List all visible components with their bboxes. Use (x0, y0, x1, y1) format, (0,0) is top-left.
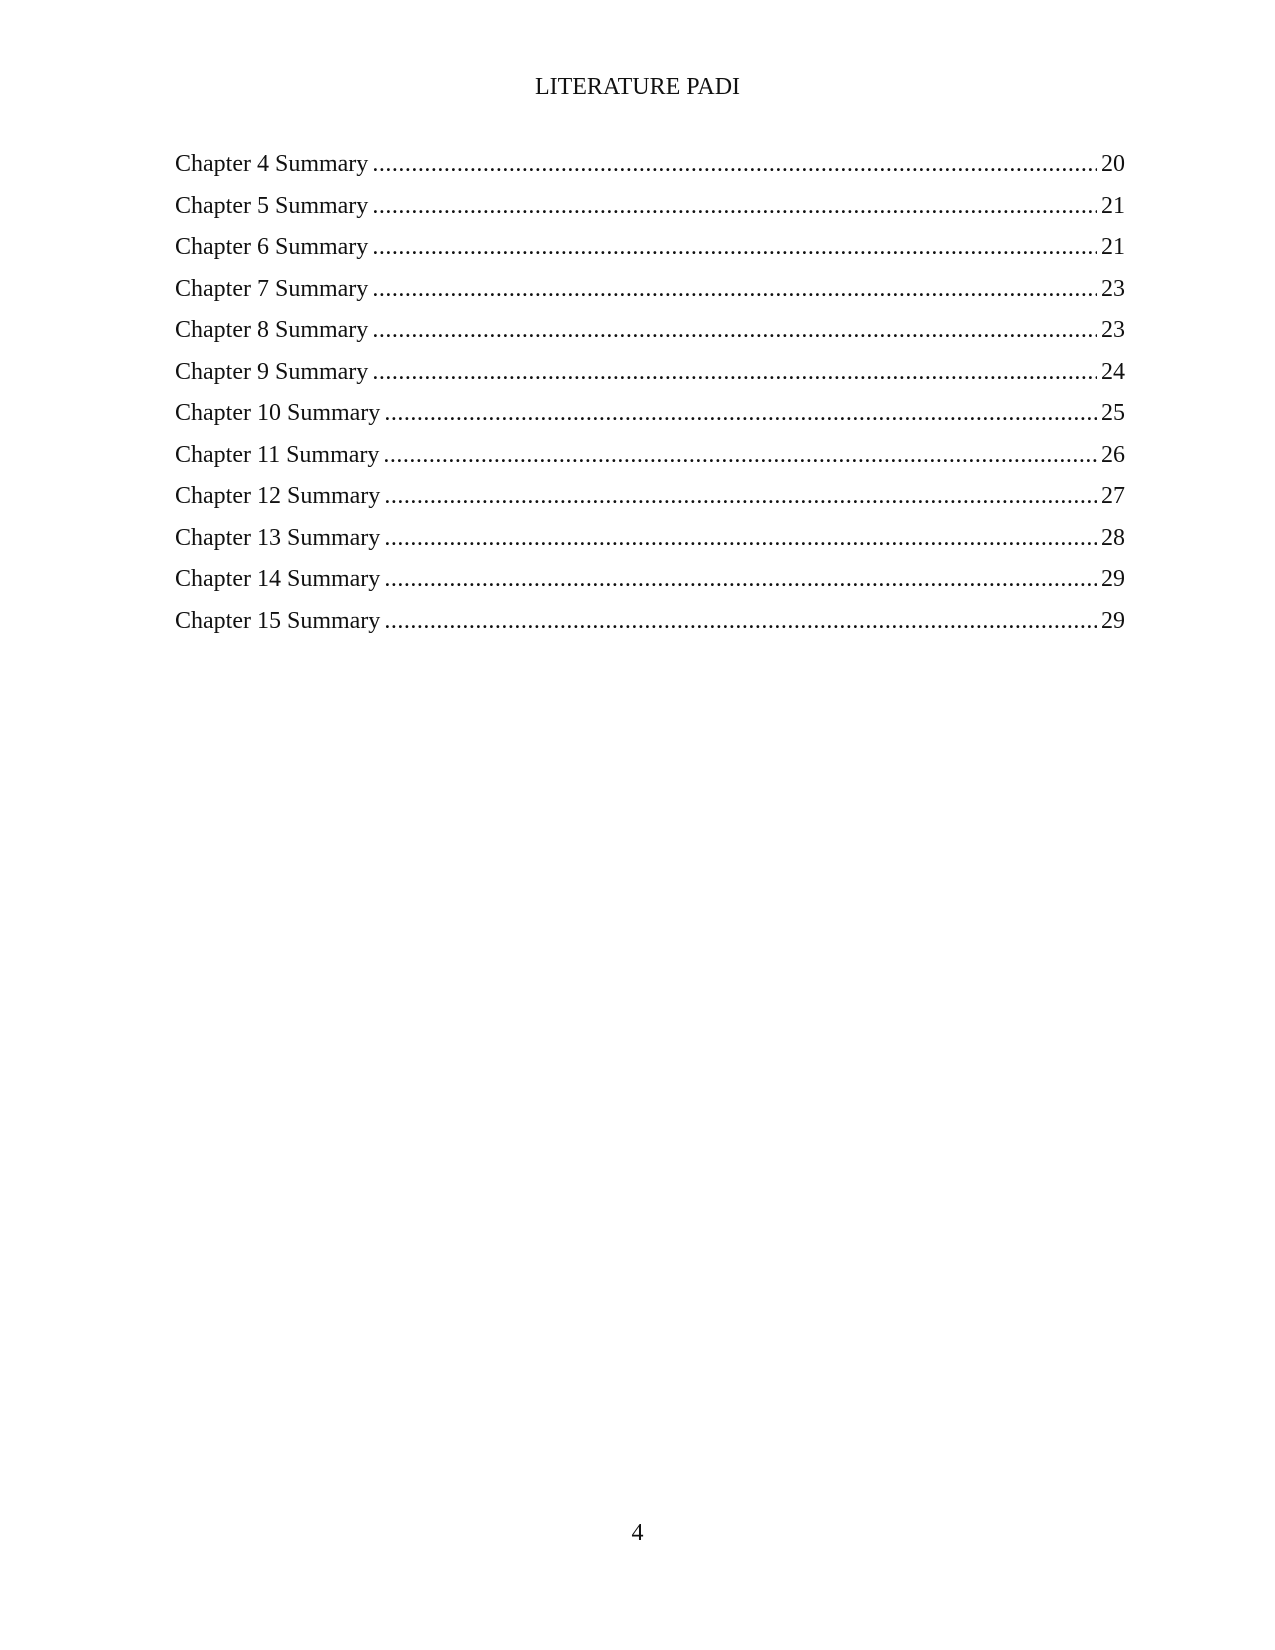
toc-entry[interactable] (175, 440, 1125, 482)
toc-dot-leader (384, 523, 1097, 553)
toc-entry[interactable] (175, 357, 1125, 399)
toc-entry[interactable] (175, 274, 1125, 316)
toc-entry-page: 26 (1101, 441, 1125, 468)
toc-entry[interactable] (175, 606, 1125, 648)
toc-entry-page: 24 (1101, 358, 1125, 385)
toc-entry[interactable] (175, 481, 1125, 523)
toc-entry-page: 21 (1101, 192, 1125, 219)
toc-dot-leader (372, 149, 1097, 179)
toc-entry[interactable] (175, 564, 1125, 606)
toc-dot-leader (384, 564, 1097, 594)
toc-entry-title: Chapter 6 Summary (175, 234, 369, 260)
toc-entry-title: Chapter 5 Summary (175, 192, 369, 219)
toc-entry-page: 27 (1101, 483, 1125, 509)
toc-entry[interactable] (175, 191, 1125, 233)
toc-entry-title: Chapter 10 Summary (175, 400, 381, 426)
toc-entry[interactable] (175, 315, 1125, 357)
toc-entry-title: Chapter 7 Summary (175, 275, 369, 302)
toc-entry[interactable] (175, 398, 1125, 440)
toc-entry-page: 25 (1101, 400, 1125, 426)
page-number: 4 (631, 1520, 644, 1546)
toc-entry-title: Chapter 11 Summary (175, 441, 380, 468)
toc-entry-title: Chapter 13 Summary (175, 524, 381, 551)
toc-entry-title: Chapter 8 Summary (175, 317, 369, 343)
toc-entry[interactable] (175, 232, 1125, 274)
toc-dot-leader (384, 398, 1097, 428)
toc-entry-title: Chapter 12 Summary (175, 483, 381, 509)
toc-dot-leader (372, 274, 1097, 304)
toc-entry-title: Chapter 14 Summary (175, 566, 381, 592)
toc-dot-leader (372, 315, 1097, 345)
toc-dot-leader (372, 357, 1097, 387)
toc-entry-page: 28 (1101, 524, 1125, 551)
toc-entry-title: Chapter 4 Summary (175, 151, 369, 177)
toc-entry[interactable] (175, 149, 1125, 191)
toc-dot-leader (384, 606, 1097, 636)
toc-dot-leader (372, 191, 1097, 221)
toc-entry-page: 29 (1101, 607, 1125, 634)
toc-entry-title: Chapter 15 Summary (175, 607, 381, 634)
toc-entry-page: 23 (1101, 317, 1125, 343)
toc-entry[interactable] (175, 523, 1125, 565)
toc-dot-leader (383, 440, 1097, 470)
toc-entry-page: 29 (1101, 566, 1125, 592)
table-of-contents (175, 149, 1125, 647)
toc-entry-page: 21 (1101, 234, 1125, 260)
toc-entry-title: Chapter 9 Summary (175, 358, 369, 385)
toc-dot-leader (372, 232, 1097, 262)
toc-entry-page: 23 (1101, 275, 1125, 302)
running-header: LITERATURE PADI (534, 74, 741, 100)
toc-entry-page: 20 (1101, 151, 1125, 177)
toc-dot-leader (384, 481, 1097, 511)
